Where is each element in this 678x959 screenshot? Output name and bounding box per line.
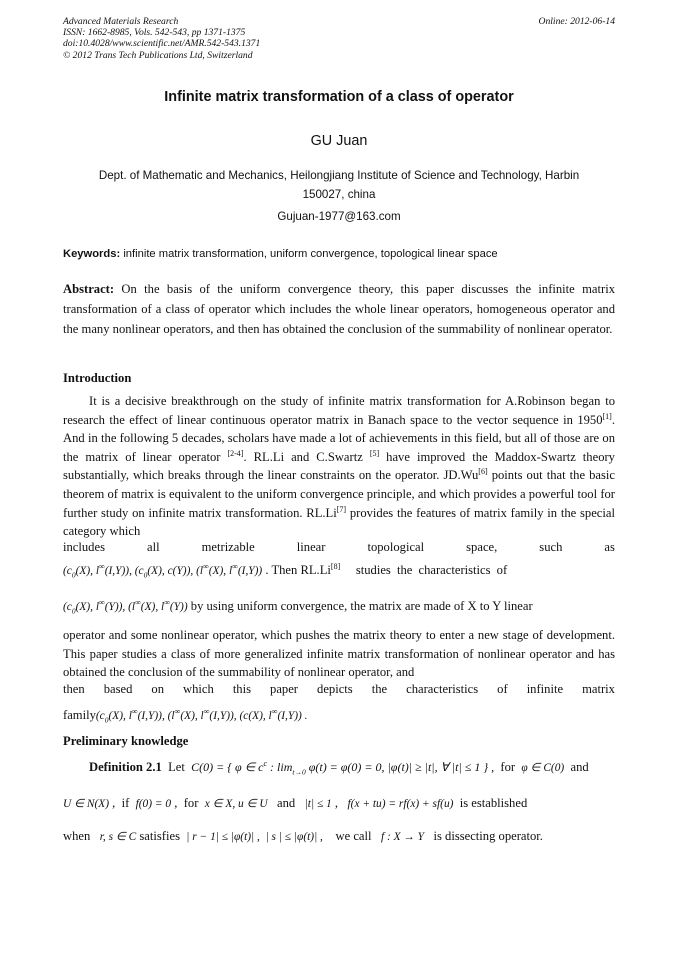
citation[interactable]: [8] <box>330 561 341 571</box>
citation[interactable]: [6] <box>478 467 488 477</box>
online-date: Online: 2012-06-14 <box>538 16 615 27</box>
citation[interactable]: [5] <box>369 448 380 458</box>
copyright-line: © 2012 Trans Tech Publications Ltd, Switzerland <box>63 49 253 61</box>
intro-paragraph: It is a decisive breakthrough on the study of infinite matrix transformation for A.Robinson began to research the effect of linear continuous operator matrix in Banach space to the vector sequence in 1950[1]. And in the following 5 decades, scholars have made a lot of achievements in this field, but all of those are on the matrix of linear operator [2-4]. RL.Li and C.Swartz [5] have improved the Maddox-Swartz theory substantially, which breaks through the linear constraints on the operator. JD.Wu[6] points out that the basic theorem of matrix is equivalent to the uniform convergence principle, and which provides a powerful tool for further study on infinite matrix transformation. RL.Li[7] provides the features of matrix family in the special category which <box>63 394 615 539</box>
definition-line-2: U ∈ N(X) , if f(0) = 0 , for x ∈ X, u ∈ U and |t| ≤ 1 , f(x + tu) = rf(x) + sf(u) is established <box>63 796 528 810</box>
paper-title: Infinite matrix transformation of a class of operator <box>164 89 514 105</box>
space-pair-formula: ($c_0(X)$, l∞(Y)), (l∞(X), l∞(Y)) <box>63 598 188 616</box>
space-list-formula: ($c_0(X)$, l∞(I,Y)), ($c_0(X)$, c(Y)), (l∞(X), l∞(I,Y)) <box>63 562 263 580</box>
affiliation-line-1: Dept. of Mathematic and Mechanics, Heilongjiang Institute of Science and Technology, Harbin <box>98 169 580 182</box>
justified-line-includes: includes all metrizable linear topological space, such as <box>63 540 615 554</box>
keywords <box>63 248 615 260</box>
citation[interactable]: [7] <box>336 504 347 514</box>
keywords-text: infinite matrix transformation, uniform convergence, topological linear space <box>123 248 498 260</box>
citation[interactable]: [2-4] <box>227 448 244 458</box>
family-formula: ($c_0(X)$, l∞(I,Y)), (l∞(X), l∞(I,Y)), (c(X), l∞(I,Y)) . <box>95 707 308 725</box>
formula-line-2: ($c_0(X)$, l∞(Y)), (l∞(X), l∞(Y)) by using uniform convergence, the matrix are made of X to Y linear <box>63 598 533 616</box>
preliminary-heading: Preliminary knowledge <box>63 734 189 748</box>
affiliation-line-2: 150027, china <box>302 188 376 201</box>
c0-set-formula: C(0) = { φ ∈ $c^c$ : $\lim_{t\to 0} \varphi(t) = \varphi(0) = 0$, |φ(t)| ≥ |t|, ∀ |t| ≤ 1 } , <box>191 759 495 777</box>
introduction-heading: Introduction <box>63 371 132 385</box>
family-line: $family(c_0(X)$, l∞(I,Y)), (l∞(X), l∞(I,Y)), (c(X), l∞(I,Y)) . <box>63 707 308 725</box>
keywords-label: Keywords: <box>63 248 121 260</box>
dissecting-condition-formula: f(x + tu) = rf(x) + sf(u) <box>347 798 454 810</box>
journal-name: Advanced Materials Research <box>63 16 179 27</box>
definition-line-1: Definition 2.1 Let C(0) = { φ ∈ $c^c$ : $\lim_{t\to 0} \varphi(t) = \varphi(0) = 0$, |φ(t)| ≥ |t|, ∀ |t| ≤ 1 } , for φ ∈ C(0) and <box>89 759 589 777</box>
citation[interactable]: [1] <box>602 411 612 421</box>
formula-line-1: ($c_0(X)$, l∞(I,Y)), ($c_0(X)$, c(Y)), (l∞(X), l∞(I,Y)) . Then RL.Li[8] studies the characteristics of <box>63 561 508 580</box>
journal-header <box>63 16 615 61</box>
abstract-text: On the basis of the uniform convergence theory, this paper discusses the infinite matrix transformation of a class of operator which includes the whole linear operators, homogeneous operator and the many nonlinear operators, and then has obtained the conclusion of the summability of nonlinear operator. <box>63 282 615 336</box>
author-email[interactable]: Gujuan-1977@163.com <box>277 210 401 223</box>
definition-line-3: when r, s ∈ C satisfies | r − 1| ≤ |φ(t)| , | s | ≤ |φ(t)| , we call f : X → Y is dissecting operator. <box>63 829 543 843</box>
definition-label: Definition 2.1 <box>89 760 162 774</box>
author-name: GU Juan <box>310 133 368 149</box>
abstract <box>63 279 615 339</box>
affiliation <box>68 166 610 204</box>
justified-line-then: then based on which this paper depicts the characteristics of infinite matrix <box>63 682 615 696</box>
intro-paragraph-2: operator and some nonlinear operator, which pushes the matrix theory to enter a new stage of development. This paper studies a class of more generalized infinite matrix transformation of nonlinear operator and has obtained the conclusion of the summability of nonlinear operator, and <box>63 628 615 680</box>
doi-line: doi:10.4028/www.scientific.net/AMR.542-543.1371 <box>63 38 261 50</box>
issn-line: ISSN: 1662-8985, Vols. 542-543, pp 1371-1375 <box>63 27 246 39</box>
abstract-label: Abstract: <box>63 282 115 296</box>
